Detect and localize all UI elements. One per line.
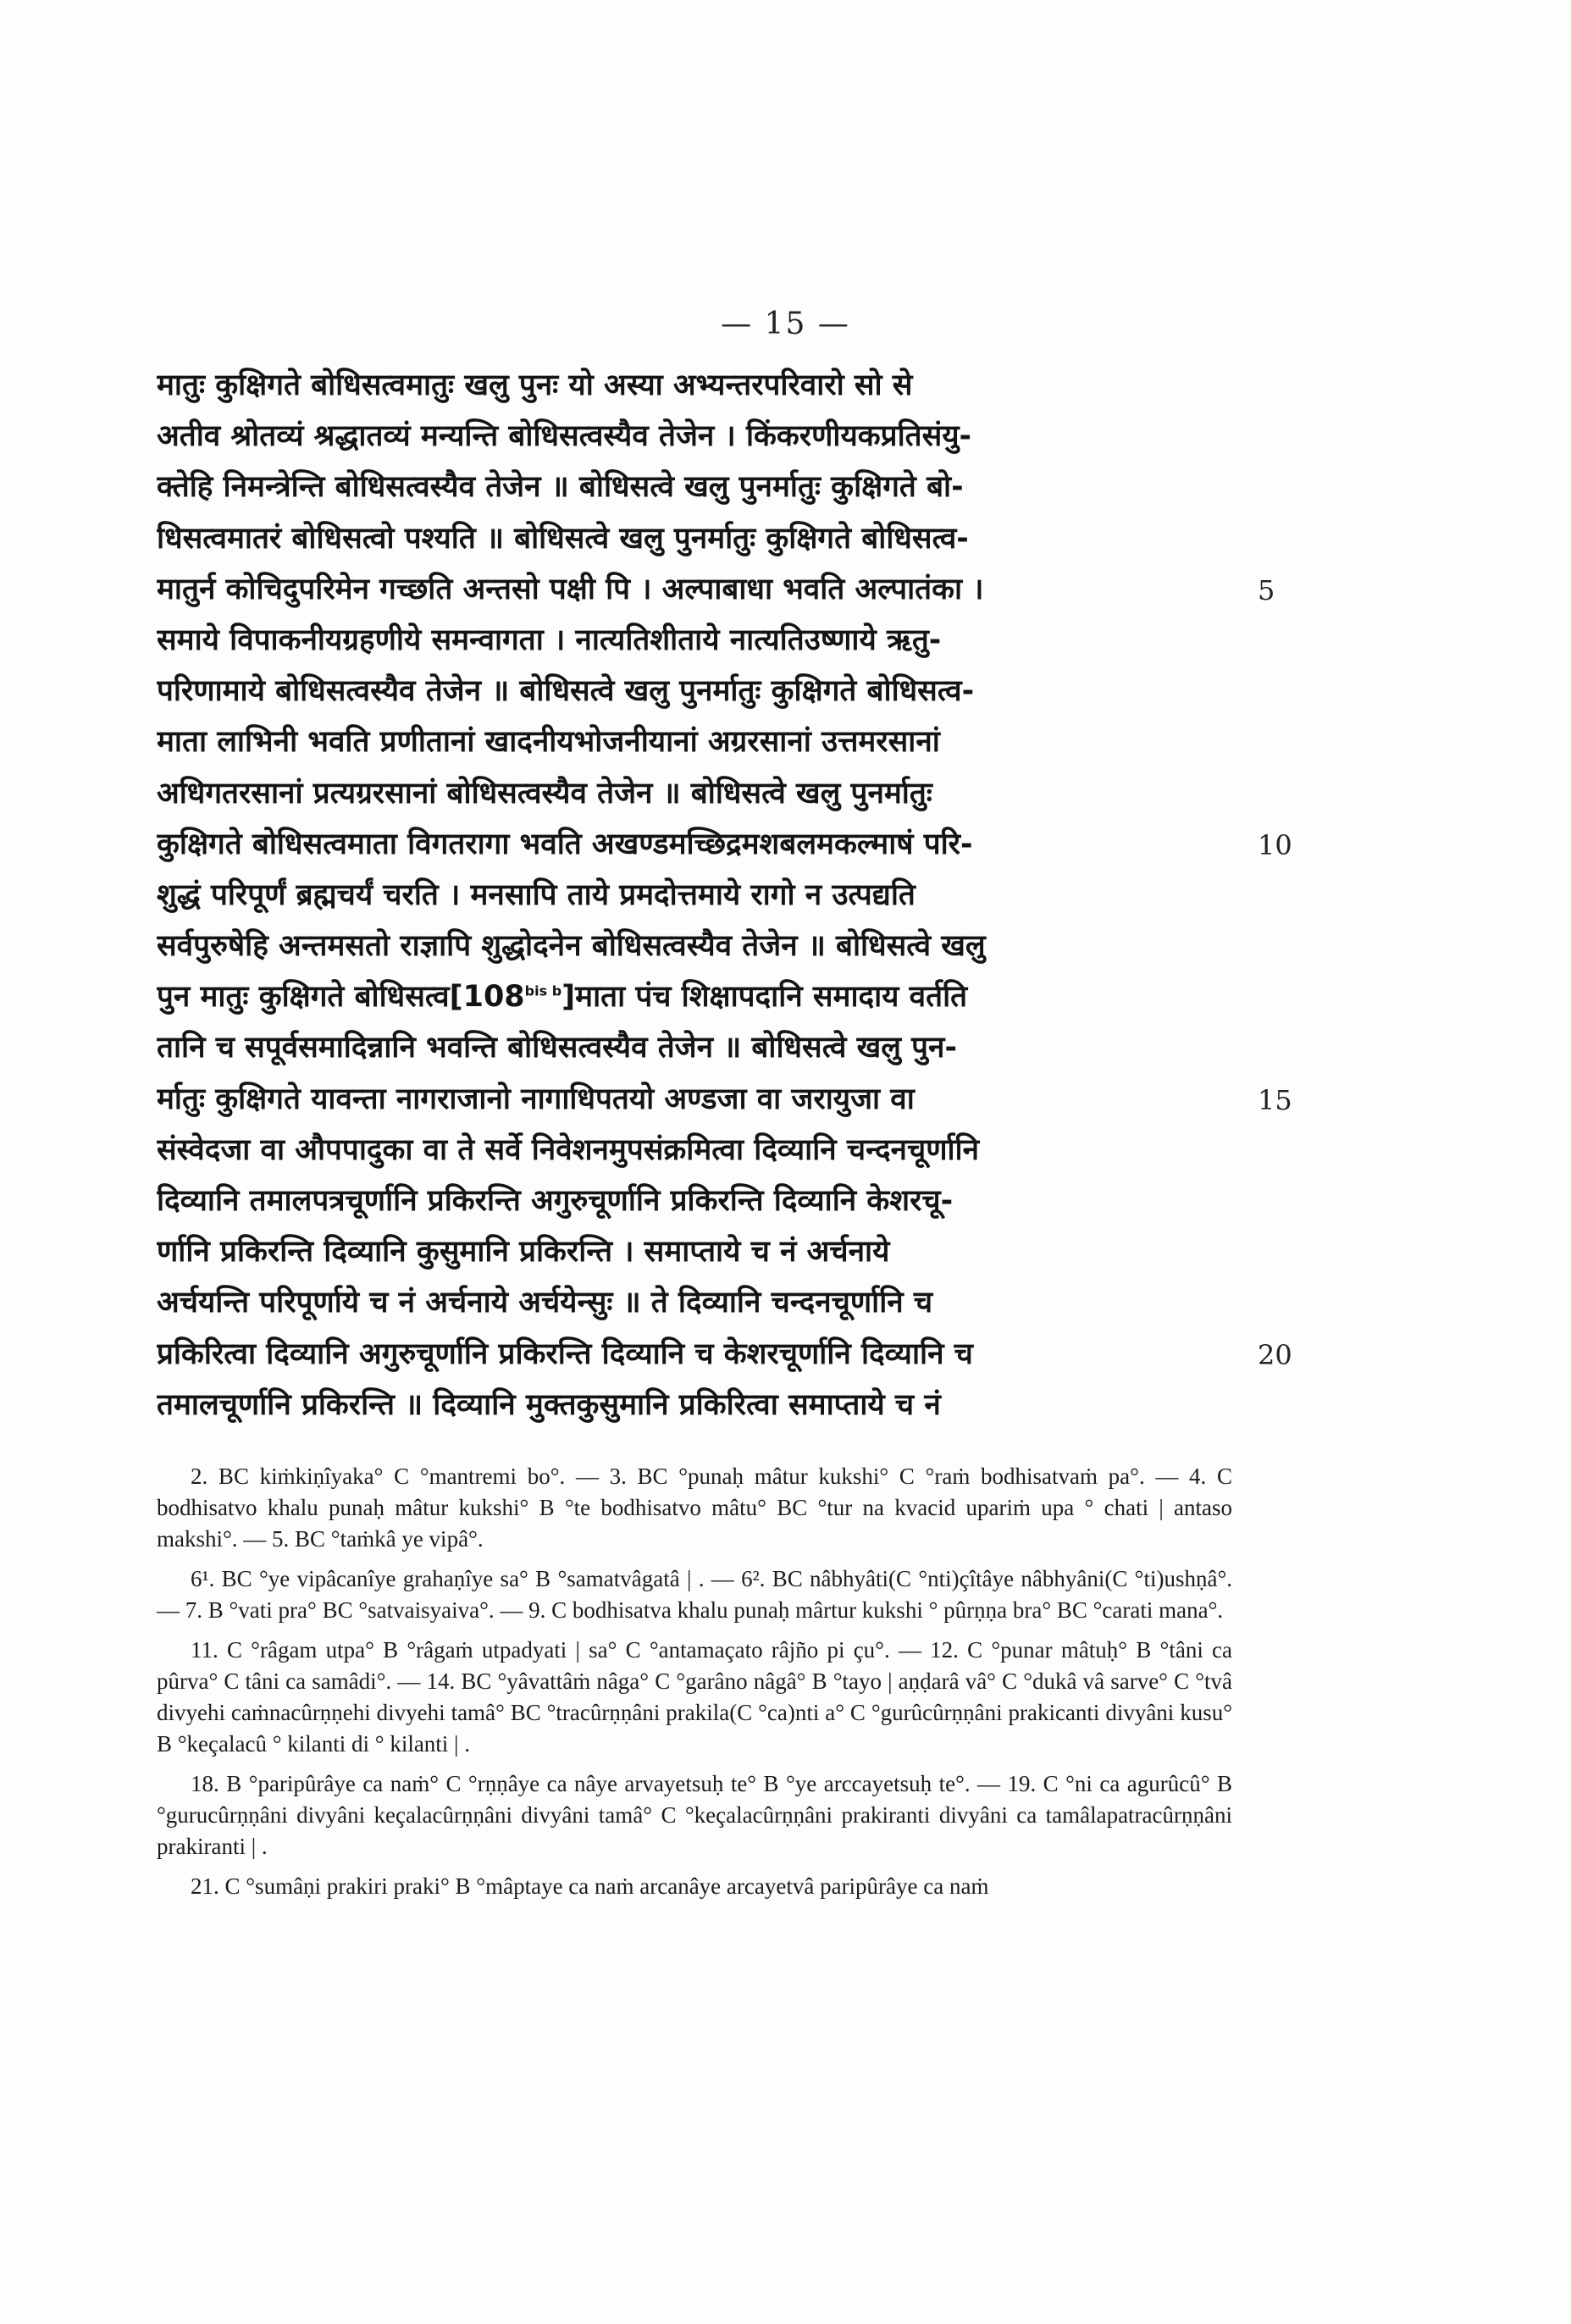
text-line [157,1022,1249,1073]
text-line [157,1380,1249,1430]
text-line [157,1176,1249,1226]
page-number: — 15 — [721,307,850,341]
text-line [157,1074,1249,1125]
line-text: दिव्यानि तमालपत्रचूर्णानि प्रकिरन्ति अगुरुचूर्णानि प्रकिरन्ति दिव्यानि केशरचू- [157,1184,954,1218]
text-line [157,717,1249,767]
text-line [157,564,1249,615]
line-text: प्रकिरित्वा दिव्यानि अगुरुचूर्णानि प्रकिरन्ति दिव्यानि च केशरचूर्णानि दिव्यानि च [157,1336,973,1371]
margin-line-number: 5 [1258,573,1275,606]
text-line [157,971,1249,1022]
line-text: अधिगतरसानां प्रत्यग्ररसानां बोधिसत्वस्यैव तेजेन ॥ बोधिसत्वे खलु पुनर्मातुः [157,776,932,811]
text-line [157,513,1249,564]
line-text: र्णानि प्रकिरन्ति दिव्यानि कुसुमानि प्रकिरन्ति । समाप्ताये च नं अर्चनाये [157,1235,890,1270]
line-text-continued: ]माता पंच शिक्षापदानि समादाय वर्तति [561,980,968,1015]
margin-line-number: 10 [1258,828,1292,861]
margin-line-number: 15 [1258,1083,1292,1116]
line-superscript: bis b [524,982,562,999]
line-text: पुन मातुः कुक्षिगते बोधिसत्व[108 [157,980,525,1015]
line-text: मातुः कुक्षिगते बोधिसत्वमातुः खलु पुनः यो अस्या अभ्यन्तरपरिवारो सो से [157,368,913,402]
text-line [157,1277,1249,1328]
footnote-paragraph: 18. B °paripûrâye ca naṁ° C °rṇṇâye ca nâye arvayetsuḥ te° B °ye arccayetsuḥ te°. — 19. C °ni ca agurûcû° B °gurucûrṇṇâni divyâni keçalacûrṇṇâni divyâni tamâ° C °keçalacûrṇṇâni prakiranti divyâni ca tamâlapatracûrṇṇâni prakiranti | . [157,1771,1232,1859]
line-text: क्तेहि निमन्त्रेन्ति बोधिसत्वस्यैव तेजेन ॥ बोधिसत्वे खलु पुनर्मातुः कुक्षिगते बो- [157,470,964,505]
text-line [157,666,1249,717]
line-text: तमालचूर्णानि प्रकिरन्ति ॥ दिव्यानि मुक्तकुसुमानि प्रकिरित्वा समाप्ताये च नं [157,1387,941,1422]
line-text: शुद्धं परिपूर्णं ब्रह्मचर्यं चरति । मनसापि ताये प्रमदोत्तमाये रागो न उत्पद्यति [157,877,915,912]
line-text: अर्चयन्ति परिपूर्णाये च नं अर्चनाये अर्चयेन्सुः ॥ ते दिव्यानि चन्दनचूर्णानि च [157,1286,933,1320]
text-line [157,360,1249,411]
line-text: परिणामाये बोधिसत्वस्यैव तेजेन ॥ बोधिसत्वे खलु पुनर्मातुः कुक्षिगते बोधिसत्व- [157,674,975,709]
text-line [157,819,1249,870]
text-line [157,615,1249,666]
text-line [157,462,1249,512]
critical-apparatus-footnotes [157,1461,1232,1911]
line-text: अतीव श्रोतव्यं श्रद्धातव्यं मन्यन्ति बोधिसत्वस्यैव तेजेन । किंकरणीयकप्रतिसंयु- [157,419,972,454]
text-line [157,921,1249,971]
footnote-paragraph: 2. BC kiṁkiṇîyaka° C °mantremi bo°. — 3. BC °punaḥ mâtur kukshi° C °raṁ bodhisatvaṁ pa°. — 4. C bodhisatvo khalu punaḥ mâtur kukshi° B °te bodhisatvo mâtu° BC °tur na kvacid upariṁ upa ° chati | antaso makshi°. — 5. BC °taṁkâ ye vipâ°. [157,1464,1232,1552]
text-line [157,870,1249,921]
line-text: संस्वेदजा वा औपपादुका वा ते सर्वे निवेशनमुपसंक्रमित्वा दिव्यानि चन्दनचूर्णानि [157,1132,980,1167]
line-text: समाये विपाकनीयग्रहणीये समन्वागता । नात्यतिशीताये नात्यतिउष्णाये ऋतु- [157,622,942,657]
text-line [157,1329,1249,1380]
line-text: कुक्षिगते बोधिसत्वमाता विगतरागा भवति अखण्डमच्छिद्रमशबलमकल्माषं परि- [157,827,973,861]
footnote-paragraph: 11. C °râgam utpa° B °râgaṁ utpadyati | sa° C °antamaçato râjño pi çu°. — 12. C °punar mâtuḥ° B °tâni ca pûrva° C tâni ca samâdi°. — 14. BC °yâvattâṁ nâga° C °garâno nâgâ° B °tayo | aṇḍarâ vâ° C °dukâ vâ sarve° C °tvâ divyehi caṁnacûrṇṇehi divyehi tamâ° BC °tracûrṇṇâni prakila(C °ca)nti a° C °gurûcûrṇṇâni prakicanti divyâni kusu° B °keçalacû ° kilanti di ° kilanti | . [157,1637,1232,1757]
text-line [157,1226,1249,1277]
footnote-paragraph: 6¹. BC °ye vipâcanîye grahaṇîye sa° B °samatvâgatâ | . — 6². BC nâbhyâti(C °nti)çîtâye nâbhyâni(C °ti)ushṇâ°. — 7. B °vati pra° BC °satvaisyaiva°. — 9. C bodhisatva khalu punaḥ mârtur kukshi ° pûrṇṇa bra° BC °carati mana°. [157,1566,1232,1623]
line-text: मातुर्न कोचिदुपरिमेन गच्छति अन्तसो पक्षी पि । अल्पाबाधा भवति अल्पातंका । [157,572,984,606]
line-text: र्मातुः कुक्षिगते यावन्ता नागराजानो नागाधिपतयो अण्डजा वा जरायुजा वा [157,1082,915,1116]
margin-line-number: 20 [1258,1338,1292,1371]
line-text: धिसत्वमातरं बोधिसत्वो पश्यति ॥ बोधिसत्वे खलु पुनर्मातुः कुक्षिगते बोधिसत्व- [157,521,969,556]
sanskrit-main-text [157,360,1249,1430]
text-line [157,411,1249,462]
footnote-paragraph: 21. C °sumâṇi prakiri praki° B °mâptaye ca naṁ arcanâye arcayetvâ paripûrâye ca naṁ [191,1873,989,1899]
line-text: सर्वपुरुषेहि अन्तमसतो राज्ञापि शुद्धोदनेन बोधिसत्वस्यैव तेजेन ॥ बोधिसत्वे खलु [157,929,986,964]
line-text: माता लाभिनी भवति प्रणीतानां खादनीयभोजनीयानां अग्ररसानां उत्तमरसानां [157,725,940,760]
text-line [157,1125,1249,1176]
text-line [157,768,1249,819]
line-text: तानि च सपूर्वसमादिन्नानि भवन्ति बोधिसत्वस्यैव तेजेन ॥ बोधिसत्वे खलु पुन- [157,1031,958,1065]
